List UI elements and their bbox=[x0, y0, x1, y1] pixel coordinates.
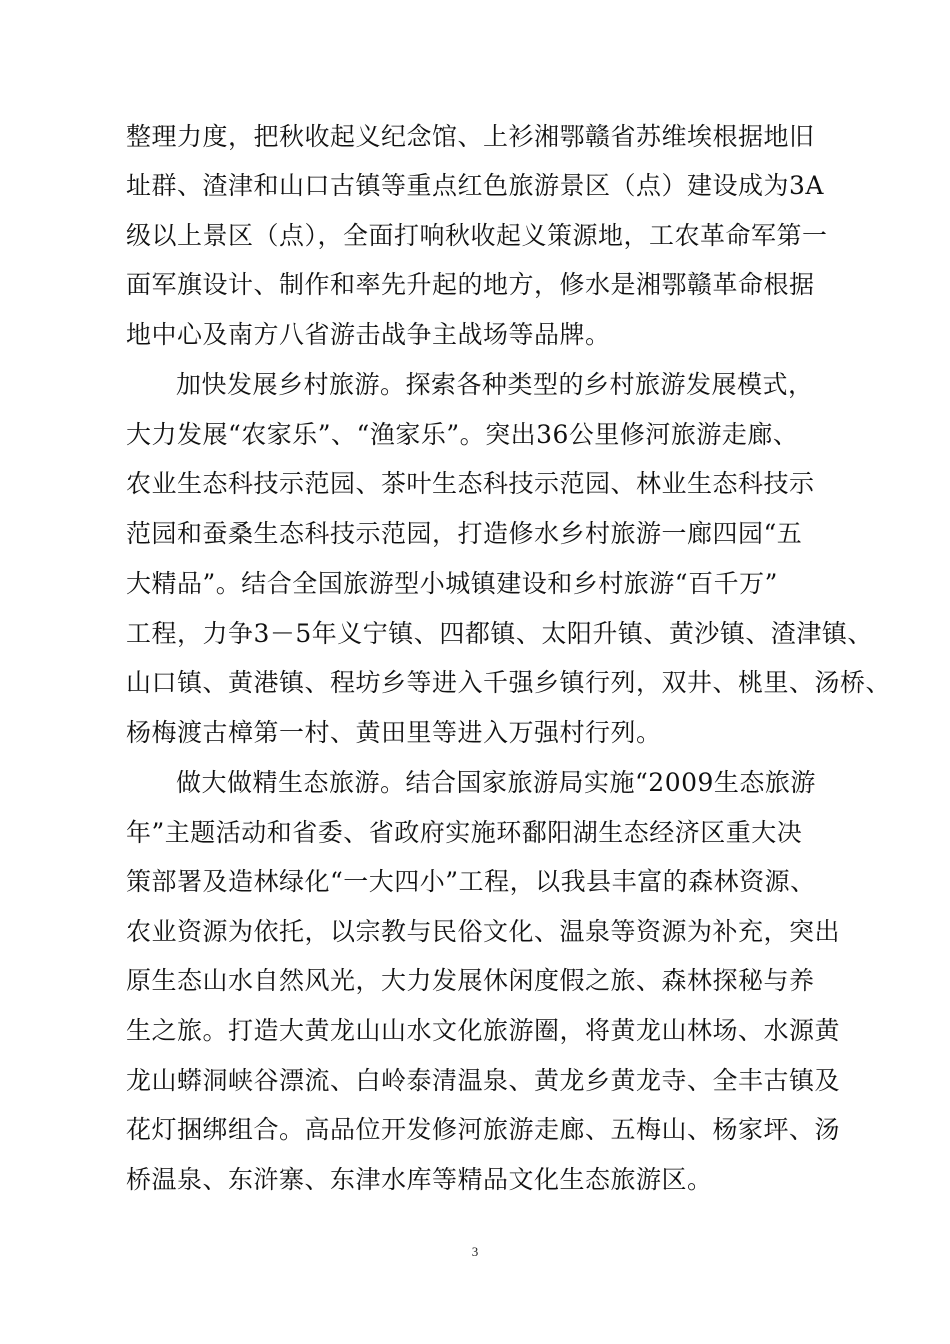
text-line: 杨梅渡古樟第一村、黄田里等进入万强村行列。 bbox=[126, 718, 662, 747]
paragraph-start-line: 加快发展乡村旅游。探索各种类型的乡村旅游发展模式， bbox=[176, 370, 814, 399]
text-line: 址群、渣津和山口古镇等重点红色旅游景区（点）建设成为3A bbox=[126, 171, 824, 200]
text-line: 级以上景区（点），全面打响秋收起义策源地，工农革命军第一 bbox=[126, 221, 828, 250]
text-line: 农业资源为依托，以宗教与民俗文化、温泉等资源为补充，突出 bbox=[126, 917, 841, 946]
text-line: 山口镇、黄港镇、程坊乡等进入千强乡镇行列，双井、桃里、汤桥、 bbox=[126, 668, 892, 697]
text-line: 农业生态科技示范园、茶叶生态科技示范园、林业生态科技示 bbox=[126, 469, 815, 498]
text-line: 龙山蟒洞峡谷漂流、白岭泰清温泉、黄龙乡黄龙寺、全丰古镇及 bbox=[126, 1066, 841, 1095]
text-line: 范园和蚕桑生态科技示范园，打造修水乡村旅游一廊四园“五 bbox=[126, 519, 803, 548]
paragraph-start-line: 做大做精生态旅游。结合国家旅游局实施“2009生态旅游 bbox=[176, 768, 816, 797]
text-line: 年”主题活动和省委、省政府实施环鄱阳湖生态经济区重大决 bbox=[126, 818, 803, 847]
text-line: 整理力度，把秋收起义纪念馆、上衫湘鄂赣省苏维埃根据地旧 bbox=[126, 122, 815, 151]
text-line: 工程，力争3－5年义宁镇、四都镇、太阳升镇、黄沙镇、渣津镇、 bbox=[126, 619, 873, 648]
text-line: 地中心及南方八省游击战争主战场等品牌。 bbox=[126, 320, 611, 349]
text-line: 原生态山水自然风光，大力发展休闲度假之旅、森林探秘与养 bbox=[126, 966, 815, 995]
text-line: 面军旗设计、制作和率先升起的地方，修水是湘鄂赣革命根据 bbox=[126, 270, 815, 299]
text-line: 花灯捆绑组合。高品位开发修河旅游走廊、五梅山、杨家坪、汤 bbox=[126, 1115, 841, 1144]
text-line: 桥温泉、东浒寨、东津水库等精品文化生态旅游区。 bbox=[126, 1165, 713, 1194]
text-line: 策部署及造林绿化“一大四小”工程，以我县丰富的森林资源、 bbox=[126, 867, 816, 896]
text-line: 生之旅。打造大黄龙山山水文化旅游圈，将黄龙山林场、水源黄 bbox=[126, 1016, 841, 1045]
page-number: 3 bbox=[471, 1244, 479, 1259]
text-line: 大力发展“农家乐”、“渔家乐”。突出36公里修河旅游走廊、 bbox=[126, 420, 799, 449]
text-line: 大精品”。结合全国旅游型小城镇建设和乡村旅游“百千万” bbox=[126, 569, 778, 598]
